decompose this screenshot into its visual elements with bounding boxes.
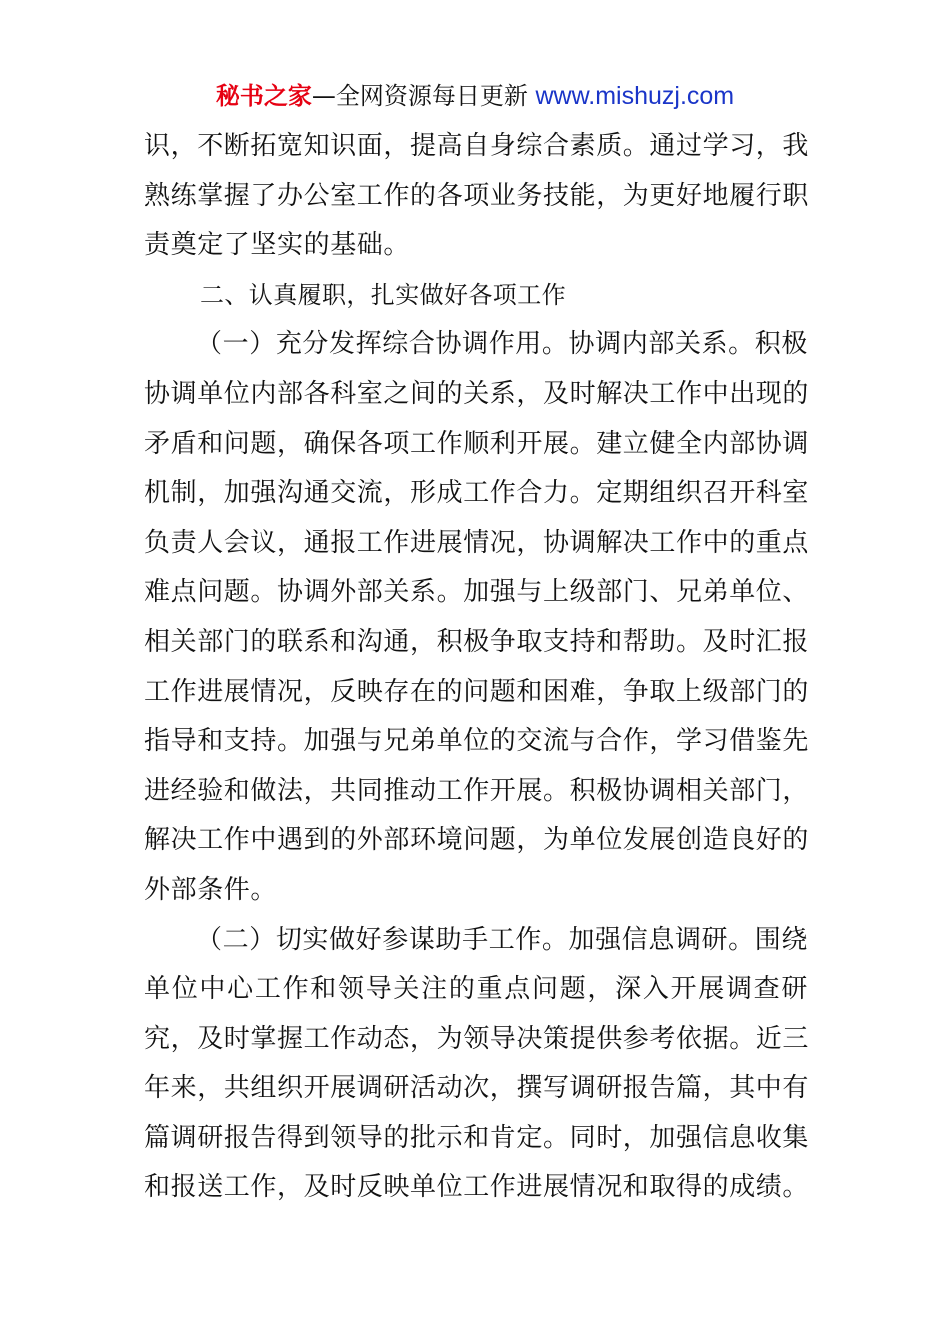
site-header	[0, 78, 950, 114]
text-line: 解决工作中遇到的外部环境问题，为单位发展创造良好的	[144, 825, 810, 856]
paragraph-first-line: （一）充分发挥综合协调作用。协调内部关系。积极	[196, 329, 808, 360]
text-line: 究，及时掌握工作动态，为领导决策提供参考依据。近三	[144, 1023, 810, 1054]
text-line: 指导和支持。加强与兄弟单位的交流与合作，学习借鉴先	[144, 726, 810, 757]
text-line: 熟练掌握了办公室工作的各项业务技能，为更好地履行职	[144, 180, 810, 211]
text-line: 识，不断拓宽知识面，提高自身综合素质。通过学习，我	[144, 131, 810, 161]
text-line: 篇调研报告得到领导的批示和肯定。同时，加强信息收集	[144, 1122, 810, 1153]
text-line: 难点问题。协调外部关系。加强与上级部门、兄弟单位、	[144, 577, 810, 608]
text-line: 机制，加强沟通交流，形成工作合力。定期组织召开科室	[144, 478, 810, 509]
paragraph-first-line: （二）切实做好参谋助手工作。加强信息调研。围绕	[196, 924, 808, 955]
text-line: 矛盾和问题，确保各项工作顺利开展。建立健全内部协调	[144, 428, 810, 459]
text-line: 单位中心工作和领导关注的重点问题，深入开展调查研	[144, 974, 808, 1005]
site-brand: 秘书之家	[215, 82, 312, 110]
text-line: 协调单位内部各科室之间的关系，及时解决工作中出现的	[144, 378, 810, 409]
text-line: 和报送工作，及时反映单位工作进展情况和取得的成绩。	[144, 1172, 810, 1203]
text-line: 工作进展情况，反映存在的问题和困难，争取上级部门的	[144, 676, 810, 707]
site-url-link[interactable]: www.mishuzj.com	[535, 82, 735, 110]
text-line: 责奠定了坚实的基础。	[144, 230, 411, 261]
text-line: 进经验和做法，共同推动工作开展。积极协调相关部门，	[144, 775, 810, 806]
text-line: 相关部门的联系和沟通，积极争取支持和帮助。及时汇报	[144, 626, 810, 657]
document-body	[144, 122, 808, 1213]
section-heading: 二、认真履职，扎实做好各项工作	[200, 280, 566, 309]
text-line: 负责人会议，通报工作进展情况，协调解决工作中的重点	[144, 527, 810, 558]
text-line: 年来，共组织开展调研活动次，撰写调研报告篇，其中有	[144, 1073, 810, 1104]
text-line: 外部条件。	[144, 874, 278, 905]
site-tagline: —全网资源每日更新	[311, 82, 528, 110]
